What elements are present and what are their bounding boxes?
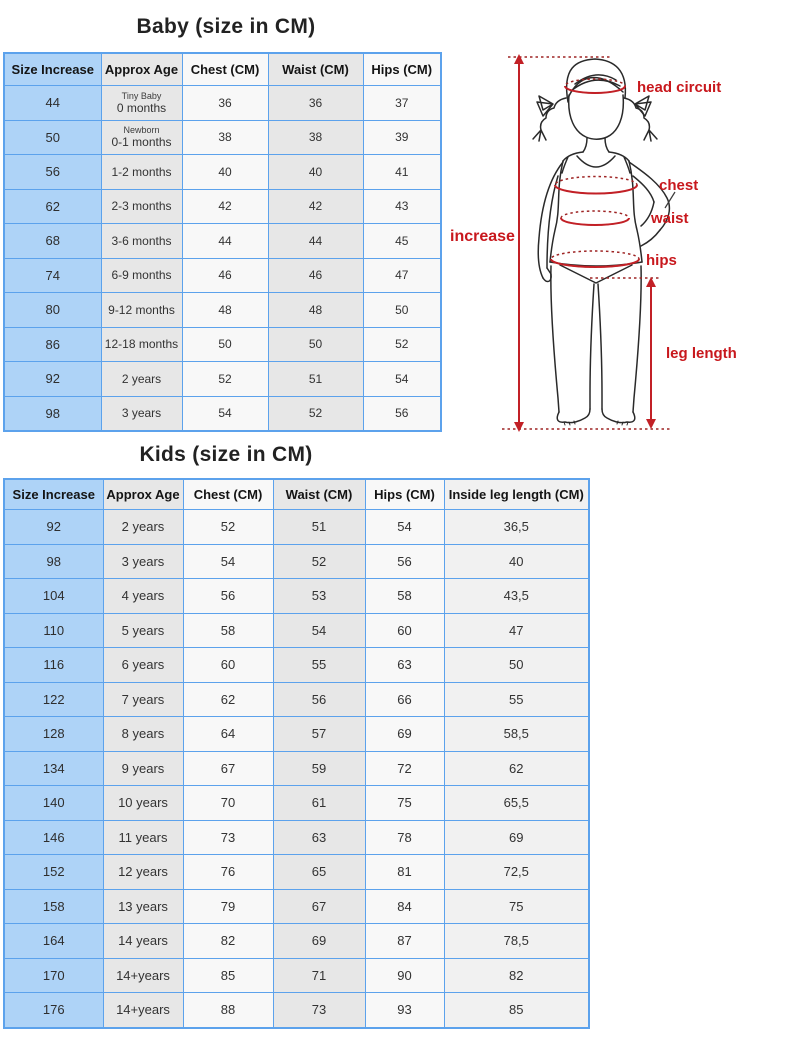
chest-cell: 73: [183, 820, 273, 855]
hips-cell: 39: [363, 120, 441, 155]
size-cell: 86: [4, 327, 101, 362]
size-cell: 122: [4, 682, 103, 717]
age-cell: 11 years: [103, 820, 183, 855]
hips-cell: 72: [365, 751, 444, 786]
age-cell: [101, 120, 182, 155]
waist-cell: 52: [273, 544, 365, 579]
chest-cell: 76: [183, 855, 273, 890]
age-cell: 3 years: [103, 544, 183, 579]
age-cell: 7 years: [103, 682, 183, 717]
hips-cell: 41: [363, 155, 441, 190]
chest-cell: 38: [182, 120, 268, 155]
waist-cell: 71: [273, 958, 365, 993]
waist-cell: 42: [268, 189, 363, 224]
chest-cell: 54: [183, 544, 273, 579]
age-cell: 2 years: [103, 510, 183, 545]
chest-cell: 88: [183, 993, 273, 1028]
size-cell: 164: [4, 924, 103, 959]
hips-cell: 50: [363, 293, 441, 328]
table-row: [4, 293, 441, 328]
hips-cell: 47: [363, 258, 441, 293]
table-row: [4, 86, 441, 121]
table-row: [4, 786, 589, 821]
column-header: Approx Age: [103, 479, 183, 510]
leg-cell: 62: [444, 751, 589, 786]
kids-size-table: [3, 478, 590, 1029]
leg-cell: 47: [444, 613, 589, 648]
leg-cell: 43,5: [444, 579, 589, 614]
hips-cell: 52: [363, 327, 441, 362]
hips-cell: 37: [363, 86, 441, 121]
chest-label: chest: [659, 177, 699, 194]
hips-cell: 93: [365, 993, 444, 1028]
table-row: [4, 751, 589, 786]
hips-cell: 81: [365, 855, 444, 890]
hips-cell: 63: [365, 648, 444, 683]
age-cell: 10 years: [103, 786, 183, 821]
hips-cell: 78: [365, 820, 444, 855]
chest-cell: 48: [182, 293, 268, 328]
size-cell: 176: [4, 993, 103, 1028]
chest-cell: 85: [183, 958, 273, 993]
chest-cell: 79: [183, 889, 273, 924]
hips-cell: 58: [365, 579, 444, 614]
leg-length-arrow-icon: [590, 277, 660, 429]
chest-cell: 67: [183, 751, 273, 786]
chest-cell: 62: [183, 682, 273, 717]
child-measurement-figure: [444, 40, 794, 440]
column-header: Size Increase: [4, 479, 103, 510]
leg-cell: 50: [444, 648, 589, 683]
chest-cell: 56: [183, 579, 273, 614]
waist-cell: 54: [273, 613, 365, 648]
table-row: [4, 717, 589, 752]
age-cell: 9-12 months: [101, 293, 182, 328]
age-cell: 14+years: [103, 993, 183, 1028]
waist-cell: 56: [273, 682, 365, 717]
hips-cell: 69: [365, 717, 444, 752]
leg-cell: 69: [444, 820, 589, 855]
waist-cell: 51: [273, 510, 365, 545]
age-cell: 1-2 months: [101, 155, 182, 190]
age-note: Tiny Baby: [121, 90, 162, 101]
measurement-illustration: [444, 40, 794, 440]
kids-header-row: [4, 479, 589, 510]
age-cell: 12 years: [103, 855, 183, 890]
size-cell: 80: [4, 293, 101, 328]
hips-cell: 90: [365, 958, 444, 993]
age-cell: 6-9 months: [101, 258, 182, 293]
waist-cell: 48: [268, 293, 363, 328]
head-circuit-label: head circuit: [637, 79, 722, 96]
size-cell: 44: [4, 86, 101, 121]
waist-label: waist: [651, 210, 689, 227]
size-cell: 110: [4, 613, 103, 648]
waist-cell: 40: [268, 155, 363, 190]
waist-cell: 36: [268, 86, 363, 121]
leg-cell: 65,5: [444, 786, 589, 821]
age-cell: [101, 86, 182, 121]
leg-cell: 36,5: [444, 510, 589, 545]
hips-cell: 66: [365, 682, 444, 717]
table-row: [4, 613, 589, 648]
leg-cell: 75: [444, 889, 589, 924]
age-cell: 13 years: [103, 889, 183, 924]
hips-cell: 60: [365, 613, 444, 648]
chest-cell: 82: [183, 924, 273, 959]
column-header: Waist (CM): [268, 53, 363, 86]
table-row: [4, 958, 589, 993]
size-cell: 98: [4, 544, 103, 579]
waist-cell: 67: [273, 889, 365, 924]
age-cell: 5 years: [103, 613, 183, 648]
waist-cell: 57: [273, 717, 365, 752]
size-cell: 146: [4, 820, 103, 855]
table-row: [4, 120, 441, 155]
increase-label: increase: [450, 228, 515, 245]
hips-cell: 75: [365, 786, 444, 821]
chest-cell: 52: [183, 510, 273, 545]
leg-cell: 72,5: [444, 855, 589, 890]
chest-cell: 36: [182, 86, 268, 121]
age-cell: 14 years: [103, 924, 183, 959]
waist-cell: 52: [268, 396, 363, 431]
waist-line-icon: [561, 211, 629, 225]
column-header: Hips (CM): [365, 479, 444, 510]
size-cell: 152: [4, 855, 103, 890]
chest-cell: 54: [182, 396, 268, 431]
age-cell: 3-6 months: [101, 224, 182, 259]
size-cell: 128: [4, 717, 103, 752]
table-row: [4, 510, 589, 545]
table-row: [4, 579, 589, 614]
size-cell: 116: [4, 648, 103, 683]
size-cell: 140: [4, 786, 103, 821]
age-text: 0 months: [116, 100, 167, 115]
waist-cell: 69: [273, 924, 365, 959]
column-header: Chest (CM): [183, 479, 273, 510]
leg-cell: 40: [444, 544, 589, 579]
age-text: 0-1 months: [111, 135, 172, 150]
size-cell: 170: [4, 958, 103, 993]
table-row: [4, 189, 441, 224]
age-cell: 8 years: [103, 717, 183, 752]
waist-cell: 51: [268, 362, 363, 397]
waist-cell: 63: [273, 820, 365, 855]
age-cell: 9 years: [103, 751, 183, 786]
size-cell: 62: [4, 189, 101, 224]
kids-table-title: Kids (size in CM): [139, 443, 313, 466]
column-header: Waist (CM): [273, 479, 365, 510]
size-cell: 104: [4, 579, 103, 614]
size-cell: 74: [4, 258, 101, 293]
hips-cell: 54: [363, 362, 441, 397]
leg-cell: 85: [444, 993, 589, 1028]
waist-cell: 46: [268, 258, 363, 293]
size-cell: 68: [4, 224, 101, 259]
chest-cell: 50: [182, 327, 268, 362]
column-header: Chest (CM): [182, 53, 268, 86]
chest-cell: 40: [182, 155, 268, 190]
waist-cell: 65: [273, 855, 365, 890]
column-header: Hips (CM): [363, 53, 441, 86]
waist-cell: 50: [268, 327, 363, 362]
chest-cell: 42: [182, 189, 268, 224]
age-cell: 6 years: [103, 648, 183, 683]
age-cell: 4 years: [103, 579, 183, 614]
table-row: [4, 924, 589, 959]
leg-cell: 82: [444, 958, 589, 993]
chest-cell: 64: [183, 717, 273, 752]
table-row: [4, 820, 589, 855]
hips-label: hips: [646, 252, 677, 269]
chest-cell: 60: [183, 648, 273, 683]
waist-cell: 59: [273, 751, 365, 786]
hips-cell: 45: [363, 224, 441, 259]
chest-cell: 58: [183, 613, 273, 648]
hips-cell: 56: [365, 544, 444, 579]
hips-cell: 43: [363, 189, 441, 224]
table-row: [4, 362, 441, 397]
hips-cell: 84: [365, 889, 444, 924]
size-cell: 158: [4, 889, 103, 924]
leg-cell: 58,5: [444, 717, 589, 752]
age-cell: 2 years: [101, 362, 182, 397]
table-row: [4, 224, 441, 259]
column-header: Approx Age: [101, 53, 182, 86]
waist-cell: 73: [273, 993, 365, 1028]
leg-cell: 78,5: [444, 924, 589, 959]
size-cell: 92: [4, 510, 103, 545]
baby-size-table: [3, 52, 442, 432]
hips-line-icon: [551, 251, 639, 267]
table-row: [4, 396, 441, 431]
size-cell: 56: [4, 155, 101, 190]
column-header: Size Increase: [4, 53, 101, 86]
leg-cell: 55: [444, 682, 589, 717]
size-cell: 50: [4, 120, 101, 155]
chest-cell: 52: [182, 362, 268, 397]
table-row: [4, 327, 441, 362]
table-row: [4, 855, 589, 890]
waist-cell: 38: [268, 120, 363, 155]
table-row: [4, 993, 589, 1028]
waist-cell: 61: [273, 786, 365, 821]
age-cell: 2-3 months: [101, 189, 182, 224]
age-cell: 12-18 months: [101, 327, 182, 362]
chest-cell: 70: [183, 786, 273, 821]
baby-table-title: Baby (size in CM): [136, 15, 316, 38]
table-row: [4, 544, 589, 579]
baby-header-row: [4, 53, 441, 86]
table-row: [4, 648, 589, 683]
size-cell: 98: [4, 396, 101, 431]
size-cell: 92: [4, 362, 101, 397]
waist-cell: 55: [273, 648, 365, 683]
hips-cell: 54: [365, 510, 444, 545]
age-note: Newborn: [123, 125, 160, 136]
measurement-annotations: [502, 54, 675, 432]
chest-line-icon: [555, 177, 637, 194]
hips-cell: 87: [365, 924, 444, 959]
table-row: [4, 682, 589, 717]
chest-cell: 44: [182, 224, 268, 259]
size-cell: 134: [4, 751, 103, 786]
column-header: Inside leg length (CM): [444, 479, 589, 510]
girl-outline-icon: [533, 59, 669, 425]
chest-cell: 46: [182, 258, 268, 293]
hips-cell: 56: [363, 396, 441, 431]
table-row: [4, 258, 441, 293]
age-cell: 3 years: [101, 396, 182, 431]
waist-cell: 53: [273, 579, 365, 614]
table-row: [4, 889, 589, 924]
waist-cell: 44: [268, 224, 363, 259]
age-cell: 14+years: [103, 958, 183, 993]
table-row: [4, 155, 441, 190]
leg-length-label: leg length: [666, 345, 737, 362]
